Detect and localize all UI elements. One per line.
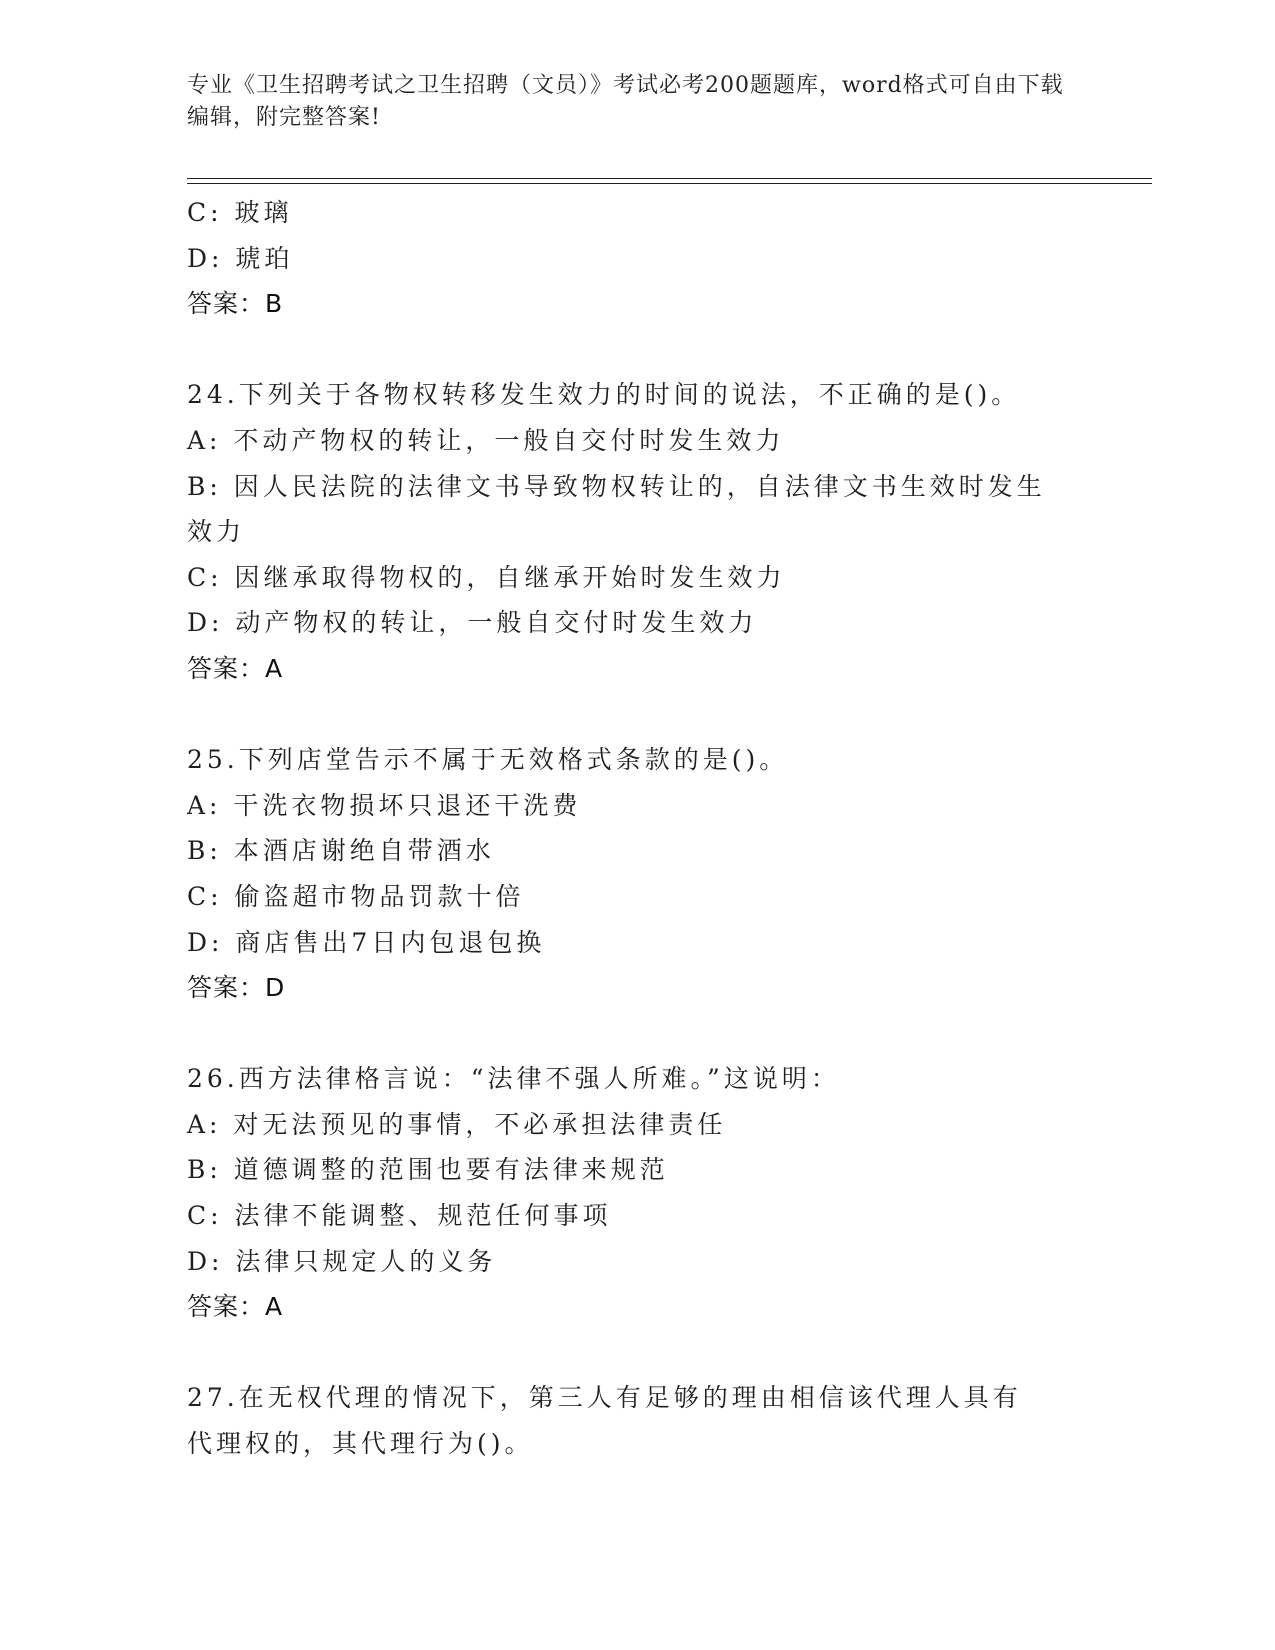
option-a: A: 干洗衣物损坏只退还干洗费 <box>187 790 582 820</box>
spacer <box>187 692 1087 738</box>
question-26-stem: 26.西方法律格言说：“法律不强人所难。”这说明： <box>187 1064 840 1094</box>
option-c: C: 玻璃 <box>187 198 293 227</box>
option-b: B: 因人民法院的法律文书导致物权转让的，自法律文书生效时发生效力 <box>187 471 1046 547</box>
question-25-stem: 25.下列店堂告示不属于无效格式条款的是()。 <box>187 745 789 775</box>
answer-line: 答案：B <box>187 289 284 319</box>
option-b: B: 本酒店谢绝自带酒水 <box>187 836 495 866</box>
option-c: C: 偷盗超市物品罚款十倍 <box>187 881 525 911</box>
document-header: 专业《卫生招聘考试之卫生招聘（文员）》考试必考200题题库，word格式可自由下载编辑，附完整答案! <box>187 73 1064 130</box>
header-rule-top <box>187 178 1152 179</box>
answer-line: 答案：A <box>187 1292 284 1322</box>
question-27-stem: 27.在无权代理的情况下，第三人有足够的理由相信该代理人具有代理权的，其代理行为()。 <box>187 1383 1022 1459</box>
spacer <box>187 327 1087 373</box>
answer-line: 答案：A <box>187 653 284 683</box>
answer-line: 答案：D <box>187 973 286 1003</box>
question-24-stem: 24.下列关于各物权转移发生效力的时间的说法，不正确的是()。 <box>187 380 1021 410</box>
option-d: D: 商店售出7日内包退包换 <box>187 927 546 957</box>
option-a: A: 不动产物权的转让，一般自交付时发生效力 <box>187 425 785 455</box>
header-rule-bottom <box>187 183 1152 184</box>
spacer <box>187 1011 1087 1057</box>
document-body <box>187 190 1087 1467</box>
option-c: C: 因继承取得物权的，自继承开始时发生效力 <box>187 562 786 592</box>
spacer <box>187 1330 1087 1376</box>
option-a: A: 对无法预见的事情，不必承担法律责任 <box>187 1109 727 1139</box>
option-d: D: 动产物权的转让，一般自交付时发生效力 <box>187 608 758 638</box>
option-d: D: 琥珀 <box>187 243 294 273</box>
option-b: B: 道德调整的范围也要有法律来规范 <box>187 1155 669 1185</box>
option-d: D: 法律只规定人的义务 <box>187 1246 497 1276</box>
option-c: C: 法律不能调整、规范任何事项 <box>187 1201 612 1231</box>
